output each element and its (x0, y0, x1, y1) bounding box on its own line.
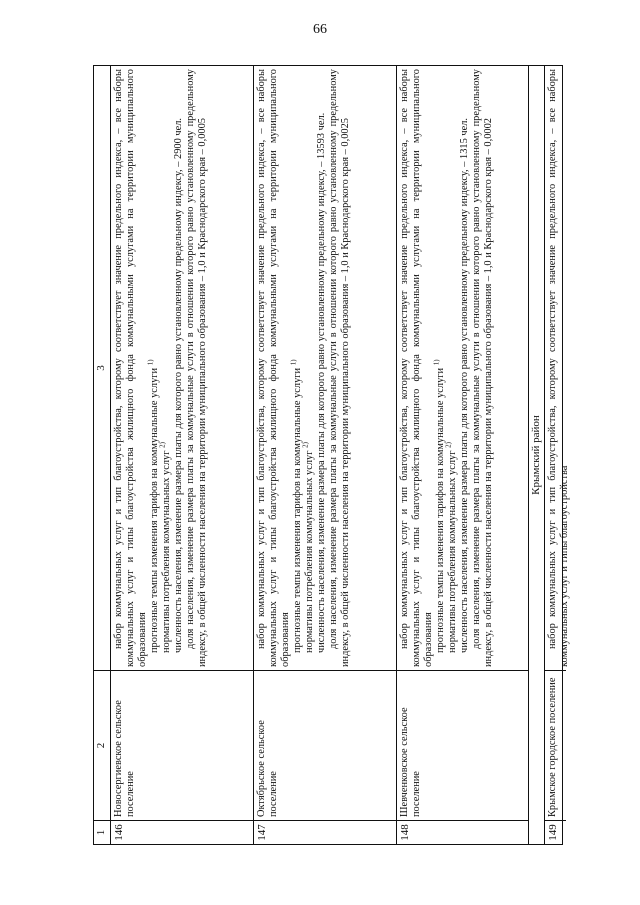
description-paragraph: численность населения, изменение размера платы для которого равно установленному предельному индексу, – 13593 чел. (315, 112, 327, 653)
description-paragraph: набор коммунальных услуг и тип благоустройства, которому соответствует значение предельного индекса, – все наборы коммунальных услуг и типы благоустройства жилищного фонда коммунальными услугами на территории муниципального образования (113, 69, 148, 667)
header-col-1: 1 (94, 820, 110, 844)
row-number: 148 (397, 820, 528, 844)
description-paragraph: прогнозные темпы изменения тарифов на коммунальные услуги $^{1)}$ (432, 359, 446, 653)
footnote-marker: 2) (301, 442, 310, 448)
table-row (254, 66, 397, 844)
row-description (545, 66, 570, 670)
footnote-marker: 1) (289, 359, 298, 366)
row-description (254, 66, 396, 670)
footnote-marker: 2) (158, 442, 167, 448)
municipality-name: Октябрьское сельское поселение (254, 670, 396, 820)
row-number: 146 (111, 820, 253, 844)
header-col-2: 2 (94, 670, 110, 820)
municipality-name: Шевченковское сельское поселение (397, 670, 528, 820)
description-paragraph: прогнозные темпы изменения тарифов на коммунальные услуги $^{1)}$ (289, 359, 303, 653)
row-number: 149 (545, 820, 566, 844)
table-row (111, 66, 254, 844)
utility-tariff-table (93, 65, 570, 845)
municipality-name: Новосергиевское сельское поселение (111, 670, 253, 820)
header-col-3: 3 (95, 365, 107, 371)
page-number: 66 (313, 22, 327, 37)
table-row (397, 66, 529, 844)
description-paragraph: нормативы потребления коммунальных услуг $^{2)}$ (444, 442, 458, 653)
footnote-marker: 1) (146, 359, 155, 366)
description-paragraph: набор коммунальных услуг и тип благоустройства, которому соответствует значение предельного индекса, – все наборы коммунальных услуг и типы благоустройства жилищного фонда коммунальными услугами на территории муниципального образования (399, 69, 434, 667)
row-description (397, 66, 528, 670)
footnote-marker: 1) (432, 359, 441, 366)
description-paragraph: нормативы потребления коммунальных услуг $^{2)}$ (301, 442, 315, 653)
description-paragraph: численность населения, изменение размера платы для которого равно установленному предельному индексу, – 2900 чел. (172, 117, 184, 653)
row-number: 147 (254, 820, 396, 844)
description-paragraph: доля населения, изменение размера платы за коммунальные услуги в отношении которого равно установленному предельному индексу, в общей численности населения на территории муниципального образования – 1,0 и Краснодарского края – 0,0002 (470, 69, 494, 667)
description-paragraph: доля населения, изменение размера платы за коммунальные услуги в отношении которого равно установленному предельному индексу, в общей численности населения на территории муниципального образования – 1,0 и Краснодарского края – 0,0025 (327, 69, 351, 667)
table-header-row (94, 66, 111, 844)
description-paragraph: набор коммунальных услуг и тип благоустройства, которому соответствует значение предельного индекса, – все наборы коммунальных услуг и типы благоустройства жилищного фонда коммунальными услугами на территории муниципального образования (256, 69, 291, 667)
description-paragraph: численность населения, изменение размера платы для которого равно установленному предельному индексу, – 1315 чел. (458, 117, 470, 653)
description-paragraph: прогнозные темпы изменения тарифов на коммунальные услуги $^{1)}$ (146, 359, 160, 653)
table-row (545, 66, 570, 844)
description-paragraph: доля населения, изменение размера платы за коммунальные услуги в отношении которого равно установленному предельному индексу, в общей численности населения на территории муниципального образования – 1,0 и Краснодарского края – 0,0005 (184, 69, 208, 667)
description-paragraph: набор коммунальных услуг и тип благоустройства, которому соответствует значение предельного индекса, – все наборы коммунальных услуг и типы благоустройства (547, 69, 570, 667)
district-title: Крымский район (529, 66, 545, 844)
description-paragraph: нормативы потребления коммунальных услуг $^{2)}$ (158, 442, 172, 653)
footnote-marker: 2) (444, 442, 453, 448)
row-description (111, 66, 253, 670)
municipality-name: Крымское городское поселение (545, 670, 566, 820)
